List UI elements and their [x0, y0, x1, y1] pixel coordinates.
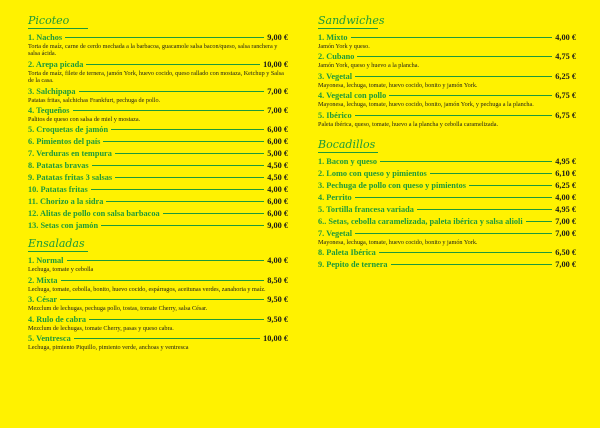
section-title-bocadillos: Bocadillos: [318, 138, 378, 153]
dotted-leader: [380, 161, 552, 162]
menu-item: [28, 137, 288, 147]
menu-item: [28, 106, 288, 123]
menu-item-name: 2. Arepa picada: [28, 59, 84, 69]
menu-item-head: [28, 334, 288, 344]
menu-item-name: 3. Salchipapa: [28, 86, 76, 96]
dotted-leader: [106, 201, 264, 202]
menu-item-name: 3. Vegetal: [318, 71, 353, 81]
menu-item-head: [318, 157, 576, 167]
menu-item-description: Jamón York, queso y huevo a la plancha.: [318, 62, 420, 70]
menu-item-head: [318, 181, 576, 191]
menu-item-description: Mayonesa, lechuga, tomate, huevo cocido, bonito y jamón York.: [318, 239, 478, 247]
menu-item-name: 9. Pepito de ternera: [318, 260, 388, 270]
menu-item: [318, 33, 576, 50]
menu-item-name: 4. Rulo de cabra: [28, 314, 87, 324]
menu-item-description: Torta de maíz, filete de ternera, jamón York, huevo cocido, queso rallado con mostaza, Ketchup y Salsa de la casa.: [28, 69, 284, 85]
menu-item-head: [28, 197, 288, 207]
dotted-leader: [469, 185, 552, 186]
menu-item-head: [318, 91, 576, 101]
menu-item-description: Mezclum de lechugas, pechuga pollo, tostas, tomate Cherry, salsa César.: [28, 305, 208, 313]
menu-item-price: 10,00 €: [263, 59, 288, 69]
ensaladas-list: [28, 256, 288, 351]
menu-item-description: Mayonesa, lechuga, tomate, huevo cocido, bonito, jamón York, y pechuga a la plancha.: [318, 101, 534, 109]
menu-item-name: 12. Alitas de pollo con salsa barbacoa: [28, 209, 160, 219]
menu-item-price: 5,00 €: [267, 149, 288, 159]
dotted-leader: [79, 91, 265, 92]
menu-item: [318, 205, 576, 215]
menu-item: [28, 334, 288, 351]
menu-item: [318, 217, 576, 227]
menu-item-head: [28, 209, 288, 219]
menu-item-price: 4,75 €: [555, 52, 576, 62]
menu-item-name: 5. Ibérico: [318, 110, 352, 120]
menu-item-name: 5. Croquetas de jamón: [28, 125, 109, 135]
left-column: [28, 14, 288, 353]
menu-item-head: [318, 229, 576, 239]
dotted-leader: [65, 37, 264, 38]
menu-item-description: Jamón York y queso.: [318, 43, 370, 50]
menu-item-head: [28, 106, 288, 116]
menu-item-head: [28, 295, 288, 305]
menu-item-name: 1. Bacon y queso: [318, 157, 378, 167]
menu-item-price: 6,50 €: [555, 248, 576, 258]
menu-item-price: 6,25 €: [555, 71, 576, 81]
menu-item-name: 3. Pechuga de pollo con queso y pimientos: [318, 181, 466, 191]
dotted-leader: [355, 197, 553, 198]
menu-item-description: Mayonesa, lechuga, tomate, huevo cocido, bonito y jamón York.: [318, 81, 478, 89]
menu-item-description: Mezclum de lechugas, tomate Cherry, pasas y queso cabra.: [28, 324, 174, 332]
menu-item-price: 9,50 €: [267, 295, 288, 305]
menu-item-head: [318, 248, 576, 258]
menu-item-price: 6,00 €: [267, 197, 288, 207]
menu-item-price: 10,00 €: [263, 334, 288, 344]
menu-item-head: [318, 205, 576, 215]
menu-item-head: [28, 315, 288, 325]
menu-item-name: 8. Paleta Ibérica: [318, 248, 376, 258]
menu-item-head: [28, 256, 288, 266]
menu-item-price: 8,50 €: [267, 275, 288, 285]
menu-item: [318, 169, 576, 179]
dotted-leader: [61, 280, 265, 281]
menu-item-description: Lechuga, tomate y cebolla: [28, 266, 94, 274]
menu-item-price: 7,00 €: [267, 86, 288, 96]
menu-item-head: [318, 260, 576, 270]
menu-item-head: [28, 125, 288, 135]
dotted-leader: [391, 264, 553, 265]
menu-item-price: 4,00 €: [555, 33, 576, 42]
menu-item: [318, 157, 576, 167]
section-title-ensaladas: Ensaladas: [28, 237, 88, 252]
bocadillos-list: [318, 157, 576, 270]
menu-item-price: 6,00 €: [267, 125, 288, 135]
menu-item-name: 10. Patatas fritas: [28, 185, 88, 195]
dotted-leader: [430, 173, 552, 174]
menu-item: [318, 229, 576, 246]
menu-item-head: [28, 276, 288, 286]
menu-item-price: 6,00 €: [267, 137, 288, 147]
menu-item-head: [318, 52, 576, 62]
menu-item-name: 5. Ventresca: [28, 334, 71, 344]
menu-item: [318, 248, 576, 258]
menu-item-head: [318, 33, 576, 43]
menu-item: [28, 209, 288, 219]
menu-item: [318, 181, 576, 191]
menu-item-price: 9,00 €: [267, 33, 288, 42]
menu-item-price: 4,00 €: [555, 193, 576, 203]
menu-item-price: 9,00 €: [267, 221, 288, 231]
menu-item: [318, 111, 576, 128]
menu-item-price: 4,50 €: [267, 173, 288, 183]
menu-item: [28, 256, 288, 273]
menu-item-price: 6,10 €: [555, 169, 576, 179]
dotted-leader: [351, 37, 553, 38]
dotted-leader: [115, 153, 264, 154]
menu-item-name: 4. Tequeños: [28, 106, 70, 116]
menu-item-name: 1. Normal: [28, 256, 64, 266]
dotted-leader: [355, 76, 552, 77]
dotted-leader: [111, 129, 264, 130]
dotted-leader: [67, 260, 265, 261]
menu-item-price: 4,95 €: [555, 157, 576, 167]
menu-item: [28, 221, 288, 231]
menu-item-price: 6,75 €: [555, 91, 576, 101]
menu-item-price: 7,00 €: [555, 217, 576, 227]
menu-item-name: 7. Verduras en tempura: [28, 149, 112, 159]
menu-item: [28, 276, 288, 293]
menu-item: [28, 161, 288, 171]
menu-item-name: 2. Lomo con queso y pimientos: [318, 169, 427, 179]
dotted-leader: [115, 177, 264, 178]
menu-item-description: Lechuga, pimiento Piquillo, pimiento verde, anchoas y ventresca: [28, 344, 189, 352]
menu-item-name: 13. Setas con jamón: [28, 221, 99, 231]
menu-item-price: 7,00 €: [555, 260, 576, 270]
dotted-leader: [73, 110, 265, 111]
menu-item-head: [28, 161, 288, 171]
menu-item-head: [28, 137, 288, 147]
menu-item: [28, 149, 288, 159]
menu-item-description: Palitos de queso con salsa de miel y mostaza.: [28, 116, 141, 124]
menu-item-head: [28, 87, 288, 97]
menu-item-name: 1. Nachos: [28, 33, 63, 42]
menu-item-name: 4. Vegetal con pollo: [318, 91, 387, 101]
right-column: [318, 14, 576, 272]
menu-item-head: [318, 169, 576, 179]
menu-item-name: 1. Mixto: [318, 33, 348, 42]
menu-item: [28, 295, 288, 312]
dotted-leader: [389, 95, 552, 96]
menu-item-head: [28, 221, 288, 231]
menu-item-name: 6. Pimientos del país: [28, 137, 101, 147]
menu-item-head: [28, 173, 288, 183]
dotted-leader: [355, 115, 553, 116]
menu-item: [318, 91, 576, 108]
menu-item: [28, 173, 288, 183]
menu-item-price: 4,00 €: [267, 185, 288, 195]
menu-item-name: 6.. Setas, cebolla caramelizada, paleta ibérica y salsa alioli: [318, 217, 523, 227]
menu-item: [28, 33, 288, 58]
dotted-leader: [86, 64, 260, 65]
menu-item: [318, 260, 576, 270]
menu-item-head: [318, 111, 576, 121]
menu-item: [28, 315, 288, 332]
sandwiches-list: [318, 33, 576, 128]
menu-item-name: 9. Patatas fritas 3 salsas: [28, 173, 113, 183]
menu-item-price: 6,00 €: [267, 209, 288, 219]
menu-item: [28, 197, 288, 207]
menu-item: [318, 193, 576, 203]
menu-item-name: 8. Patatas bravas: [28, 161, 89, 171]
menu-item-price: 4,50 €: [267, 161, 288, 171]
dotted-leader: [89, 319, 264, 320]
menu-item-name: 2. Cubano: [318, 52, 355, 62]
dotted-leader: [60, 299, 264, 300]
menu-item-name: 2. Mixta: [28, 275, 58, 285]
dotted-leader: [103, 141, 264, 142]
menu-item-head: [28, 60, 288, 70]
menu-item-description: Paleta ibérica, queso, tomate, huevo a la plancha y cebolla caramelizada.: [318, 120, 499, 128]
dotted-leader: [417, 209, 552, 210]
dotted-leader: [526, 221, 553, 222]
menu-item: [318, 72, 576, 89]
dotted-leader: [163, 213, 265, 214]
menu-item-head: [318, 193, 576, 203]
dotted-leader: [92, 165, 265, 166]
menu-item-description: Patatas fritas, salchichas Frankfurt, pechuga de pollo.: [28, 96, 161, 104]
menu-item-head: [318, 72, 576, 82]
menu-item-head: [28, 185, 288, 195]
menu-item-name: 5. Tortilla francesa variada: [318, 205, 414, 215]
dotted-leader: [357, 56, 552, 57]
menu-item-head: [28, 33, 288, 43]
menu-item-name: 4. Perrito: [318, 193, 352, 203]
menu-item-price: 7,00 €: [267, 106, 288, 116]
menu-item: [28, 125, 288, 135]
menu-item: [318, 52, 576, 69]
dotted-leader: [101, 225, 264, 226]
section-title-picoteo: Picoteo: [28, 14, 88, 29]
menu-item-name: 11. Chorizo a la sidra: [28, 197, 104, 207]
menu-item-head: [28, 149, 288, 159]
menu-item-name: 3. César: [28, 295, 58, 305]
menu-item: [28, 87, 288, 104]
menu-item-price: 6,25 €: [555, 181, 576, 191]
dotted-leader: [355, 233, 552, 234]
menu-item-name: 7. Vegetal: [318, 229, 353, 239]
menu-item-description: Torta de maíz, carne de cerdo mechada a la barbacoa, guacamole salsa bacon/queso, salsa ranchera y salsa ácida.: [28, 43, 278, 58]
section-title-sandwiches: Sandwiches: [318, 14, 385, 27]
menu-item-head: [318, 217, 576, 227]
menu-item: [28, 185, 288, 195]
menu-item-price: 7,00 €: [555, 229, 576, 239]
dotted-leader: [379, 252, 552, 253]
menu-item-price: 9,50 €: [267, 314, 288, 324]
menu-item-description: Lechuga, tomate, cebolla, bonito, huevo cocido, espárragos, aceitunas verdes, zanahoria y maíz.: [28, 285, 266, 293]
menu-item: [28, 60, 288, 85]
menu-item-price: 6,75 €: [555, 110, 576, 120]
menu-item-price: 4,00 €: [267, 256, 288, 266]
menu-item-price: 4,95 €: [555, 205, 576, 215]
dotted-leader: [74, 338, 260, 339]
dotted-leader: [91, 189, 265, 190]
picoteo-list: [28, 33, 288, 231]
